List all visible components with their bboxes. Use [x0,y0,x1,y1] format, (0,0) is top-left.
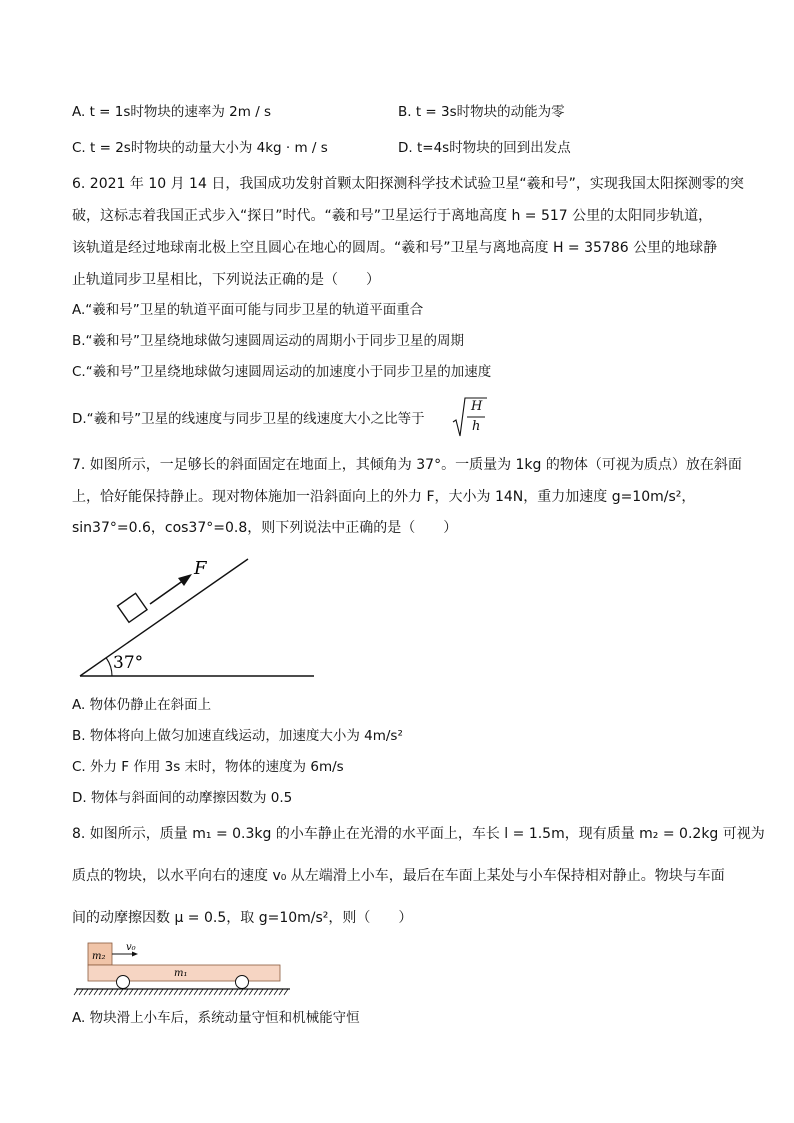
hatch-mark [264,989,268,995]
hatch-mark [269,989,273,995]
q6-stem-line2: 破，这标志着我国正式步入“探日”时代。“羲和号”卫星运行于离地高度 h = 517 公里的太阳同步轨道， [72,208,713,224]
block-m2-label: m₂ [92,951,106,962]
hatch-mark [254,989,258,995]
hatch-mark [144,989,148,995]
q6-sqrt-numerator: H [471,399,483,414]
q6-stem-line4: 止轨道同步卫星相比，下列说法正确的是（ ） [72,272,380,288]
hatch-mark [189,989,193,995]
q6-option-c: C.“羲和号”卫星绕地球做匀速圆周运动的加速度小于同步卫星的加速度 [72,364,492,380]
hatch-mark [154,989,158,995]
q7-option-d: D. 物体与斜面间的动摩擦因数为 0.5 [72,790,293,806]
hatch-mark [119,989,123,995]
force-label: F [194,558,207,579]
hatch-mark [284,989,288,995]
q7-stem-line2: 上，恰好能保持静止。现对物体施加一沿斜面向上的外力 F，大小为 14N，重力加速度 g=10m/s²， [72,489,696,505]
hatch-mark [279,989,283,995]
q6-option-b: B.“羲和号”卫星绕地球做匀速圆周运动的周期小于同步卫星的周期 [72,333,465,349]
q7-option-c: C. 外力 F 作用 3s 末时，物体的速度为 6m/s [72,759,344,775]
hatch-mark [129,989,133,995]
hatch-mark [99,989,103,995]
hatch-mark [114,989,118,995]
hatch-mark [244,989,248,995]
hatch-mark [139,989,143,995]
q6-sqrt-formula [452,396,488,438]
cart-wheel-right [236,976,249,989]
hatch-mark [174,989,178,995]
q8-stem-line2: 质点的物块，以水平向右的速度 v₀ 从左端滑上小车，最后在车面上某处与小车保持相对静止。物块与车面 [72,868,725,884]
force-arrow-shaft [150,580,184,604]
q7-option-b: B. 物体将向上做匀加速直线运动，加速度大小为 4m/s² [72,728,403,744]
hatch-mark [124,989,128,995]
incline-figure [70,552,330,682]
q5-option-b: B. t = 3s时物块的动能为零 [398,104,565,120]
hatch-mark [89,989,93,995]
q6-stem-line3: 该轨道是经过地球南北极上空且圆心在地心的圆周。“羲和号”卫星与离地高度 H = 35786 公里的地球静 [72,240,718,256]
hatch-mark [219,989,223,995]
q7-stem-line3: sin37°=0.6，cos37°=0.8，则下列说法中正确的是（ ） [72,520,458,536]
hatch-mark [229,989,233,995]
hatch-mark [134,989,138,995]
q6-stem-line1: 6. 2021 年 10 月 14 日，我国成功发射首颗太阳探测科学技术试验卫星“羲和号”，实现我国太阳探测零的突 [72,176,744,192]
angle-arc [106,658,112,676]
hatch-mark [79,989,83,995]
q5-option-a: A. t = 1s时物块的速率为 2m / s [72,104,272,120]
hatch-mark [164,989,168,995]
hatch-mark [249,989,253,995]
hatch-mark [74,989,78,995]
q8-option-a: A. 物块滑上小车后，系统动量守恒和机械能守恒 [72,1010,360,1026]
ground-hatching [74,989,288,995]
velocity-label: v₀ [126,942,136,953]
hatch-mark [94,989,98,995]
hatch-mark [209,989,213,995]
cart-m1-label: m₁ [174,968,188,979]
hatch-mark [274,989,278,995]
hatch-mark [169,989,173,995]
hatch-mark [234,989,238,995]
hatch-mark [224,989,228,995]
hatch-mark [179,989,183,995]
hatch-mark [214,989,218,995]
q8-stem-line3: 间的动摩擦因数 μ = 0.5，取 g=10m/s²，则（ ） [72,910,413,926]
q7-stem-line1: 7. 如图所示，一足够长的斜面固定在地面上，其倾角为 37°。一质量为 1kg 的物体（可视为质点）放在斜面 [72,457,742,473]
q5-option-c: C. t = 2s时物块的动量大小为 4kg · m / s [72,140,328,156]
hatch-mark [104,989,108,995]
sqrt-radical-icon [452,396,488,438]
q6-option-a: A.“羲和号”卫星的轨道平面可能与同步卫星的轨道平面重合 [72,302,424,318]
q6-option-d: D.“羲和号”卫星的线速度与同步卫星的线速度大小之比等于 [72,411,425,427]
hatch-mark [199,989,203,995]
cart-wheel-left [117,976,130,989]
block-on-incline [118,593,147,622]
q6-sqrt-denominator: h [472,419,481,434]
hatch-mark [239,989,243,995]
hatch-mark [184,989,188,995]
q8-stem-line1: 8. 如图所示，质量 m₁ = 0.3kg 的小车静止在光滑的水平面上，车长 l = 1.5m，现有质量 m₂ = 0.2kg 可视为 [72,826,765,842]
incline-slope-line [80,559,248,676]
hatch-mark [194,989,198,995]
hatch-mark [259,989,263,995]
hatch-mark [84,989,88,995]
incline-angle-label: 37° [113,653,144,673]
hatch-mark [149,989,153,995]
q7-option-a: A. 物体仍静止在斜面上 [72,697,212,713]
force-arrow-head-icon [178,574,192,586]
hatch-mark [109,989,113,995]
hatch-mark [159,989,163,995]
cart-figure [70,938,300,998]
q5-option-d: D. t=4s时物块的回到出发点 [398,140,571,156]
hatch-mark [204,989,208,995]
